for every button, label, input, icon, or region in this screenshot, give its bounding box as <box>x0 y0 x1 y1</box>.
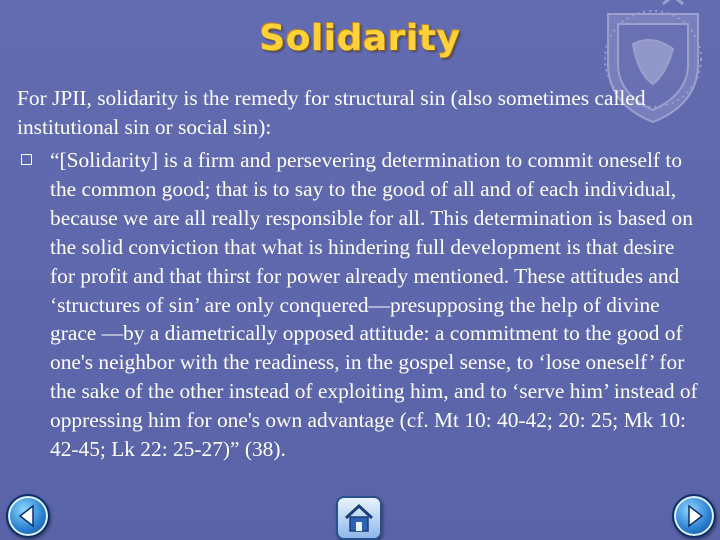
home-icon <box>338 498 380 538</box>
home-button[interactable] <box>336 496 382 540</box>
previous-slide-button[interactable] <box>6 494 50 538</box>
intro-paragraph: For JPII, solidarity is the remedy for structural sin (also sometimes called institutional sin or social sin): <box>17 86 646 139</box>
next-slide-button[interactable] <box>672 494 716 538</box>
square-bullet-icon <box>21 154 32 165</box>
next-arrow-icon <box>674 496 714 536</box>
slide-title: Solidarity <box>259 18 461 59</box>
quote-text: “[Solidarity] is a firm and persevering determination to commit oneself to the common good; that is to say to the good of all and of each individual, because we are all really responsible for all. This determination is based on the solid conviction that what is hindering full development is that desire for profit and that thirst for power already mentioned. These attitudes and ‘structures of sin’ are only conquered—presupposing the help of divine grace —by a diametrically opposed attitude: a commitment to the good of one's neighbor with the readiness, in the gospel sense, to ‘lose oneself’ for the sake of the other instead of exploiting him, and to ‘serve him’ instead of oppressing him for one's own advantage (cf. Mt 10: 40-42; 20: 25; Mk 10: 42-45; Lk 22: 25-27)” (38). <box>50 148 698 462</box>
previous-arrow-icon <box>8 496 48 536</box>
